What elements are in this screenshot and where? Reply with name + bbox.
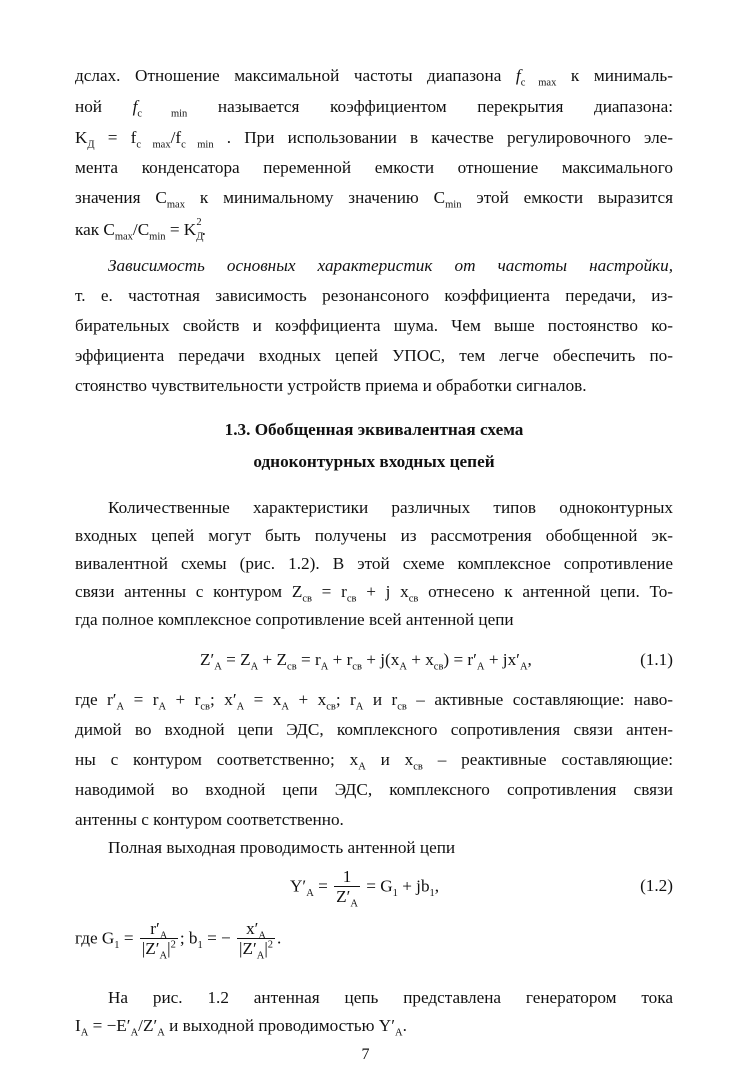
para3-line2: входных цепей могут быть получены из рассмотрения обобщенной эк- bbox=[75, 526, 673, 545]
para5-line1: Полная выходная проводимость антенной цепи bbox=[108, 838, 456, 857]
para6-line1: где $G_1$ = $\frac{r'_A}{|Z'_A|^2}$ ; $b_1$ = − $\frac{x'_A}{|Z'_A|^2}$ . bbox=[75, 919, 282, 962]
para1-line6: как $C_{max}/C_{min} = K_Д^2$. bbox=[75, 217, 206, 243]
para4-line3: ны с контуром соответственно; $x_A$ и $x_{св}$ – реактивные составляющие: bbox=[75, 750, 673, 773]
para2-line2: т. е. частотная зависимость резонансоного коэффициента передачи, из- bbox=[75, 286, 673, 305]
para3-line4: связи антенны с контуром $Z_{св} = r_{св} + j$ $x_{св}$ отнесено к антенной цепи. То- bbox=[75, 582, 674, 605]
para1-line3: $K_Д = f_{c max}/f_{c min}$ . При использовании в качестве регулировочного эле- bbox=[75, 128, 673, 151]
equation-1-1: $Z'_A = Z_A + Z_{св} = r_A + r_{св} + j(x_A + x_{св}) = r'_A + jx'_A$, bbox=[200, 650, 532, 673]
para3-line3: вивалентной схемы (рис. 1.2). В этой схеме комплексное сопротивление bbox=[75, 554, 673, 573]
para3-line5: гда полное комплексное сопротивление всей антенной цепи bbox=[75, 610, 514, 629]
para4-line2: димой во входной цепи ЭДС, комплексного сопротивления связи антен- bbox=[75, 720, 673, 739]
section-title-line1: 1.3. Обобщенная эквивалентная схема bbox=[224, 420, 524, 439]
para1-line5: значения $C_{max}$ к минимальному значению $C_{min}$ этой емкости выразится bbox=[75, 188, 674, 211]
page-number: 7 bbox=[361, 1046, 370, 1063]
para2-line1: Зависимость основных характеристик от частоты настройки, bbox=[108, 256, 673, 275]
para3-line1: Количественные характеристики различных типов одноконтурных bbox=[108, 498, 673, 517]
para2-line5: стоянство чувствительности устройств приема и обработки сигналов. bbox=[75, 376, 587, 395]
para2-line4: эффициента передачи входных цепей УПОС, тем легче обеспечить по- bbox=[75, 346, 673, 365]
para7-line1: На рис. 1.2 антенная цепь представлена генератором тока bbox=[108, 988, 673, 1007]
para4-line1: где $r'_A = r_A + r_{св}$; $x'_A = x_A + x_{св}$; $r_A$ и $r_{св}$ – активные составляющие: наво- bbox=[75, 690, 674, 713]
para4-line4: наводимой во входной цепи ЭДС, комплексного сопротивления связи bbox=[75, 780, 673, 799]
section-title-line2: одноконтурных входных цепей bbox=[253, 452, 495, 471]
para4-line5: антенны с контуром соответственно. bbox=[75, 810, 344, 829]
para7-line2: $I_A = -E'_A/Z'_A$ и выходной проводимостью $Y'_A$. bbox=[75, 1016, 407, 1039]
para1-line1: дслах. Отношение максимальной частоты диапазона $f_{c max}$ к минималь- bbox=[75, 66, 673, 89]
para1-line2: ной $f_{c min}$ называется коэффициентом перекрытия диапазона: bbox=[75, 97, 674, 120]
equation-1-1-number: (1.1) bbox=[640, 650, 673, 669]
equation-1-2-number: (1.2) bbox=[640, 876, 673, 895]
para2-line3: бирательных свойств и коэффициента шума. Чем выше постоянство ко- bbox=[75, 316, 673, 335]
equation-1-2: $Y'_A$ = $\frac{1}{Z'_A}$ = $G_1 + jb_1$, bbox=[290, 867, 440, 910]
para1-line4: мента конденсатора переменной емкости отношение максимального bbox=[75, 158, 673, 177]
